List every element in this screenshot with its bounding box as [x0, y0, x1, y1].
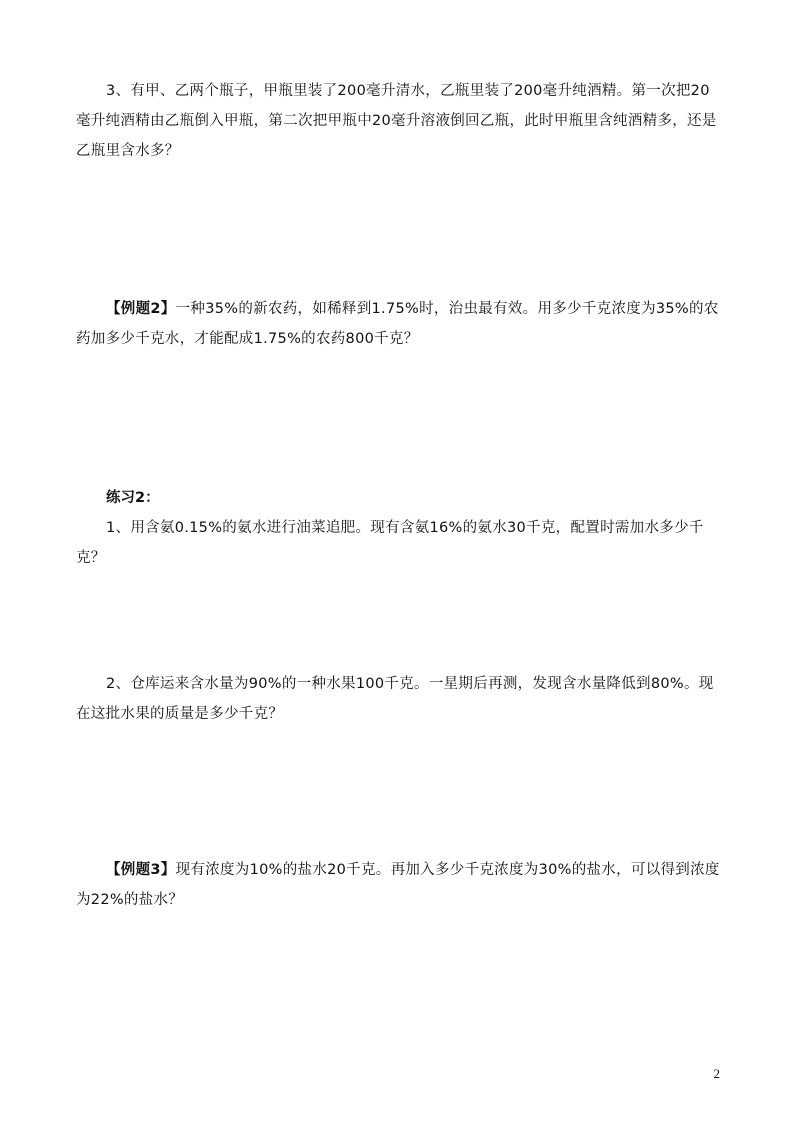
page-number: 2 [713, 1066, 720, 1081]
example-2 [76, 294, 721, 354]
example-2-text: 一种35%的新农药，如稀释到1.75%时，治虫最有效。用多少千克浓度为35%的农药加多少千克水，才能配成1.75%的农药800千克？ [76, 301, 719, 347]
example-3-text: 现有浓度为10%的盐水20千克。再加入多少千克浓度为30%的盐水，可以得到浓度为22%的盐水？ [76, 862, 720, 908]
example-3 [76, 855, 721, 915]
example-2-label: 【例题2】 [106, 301, 176, 317]
example-3-label: 【例题3】 [106, 862, 176, 878]
practice-2-heading: 练习2： [106, 490, 160, 506]
problem-3: 3、有甲、乙两个瓶子，甲瓶里装了200毫升清水，乙瓶里装了200毫升纯酒精。第一次把20毫升纯酒精由乙瓶倒入甲瓶，第二次把甲瓶中20毫升溶液倒回乙瓶，此时甲瓶里含纯酒精多，还是乙瓶里含水多？ [76, 83, 717, 159]
practice-2-item-2: 2、仓库运来含水量为90%的一种水果100千克。一星期后再测，发现含水量降低到80%。现在这批水果的质量是多少千克？ [76, 676, 714, 722]
practice-2-item-1: 1、用含氨0.15%的氨水进行油菜追肥。现有含氨16%的氨水30千克，配置时需加水多少千克？ [76, 520, 704, 566]
